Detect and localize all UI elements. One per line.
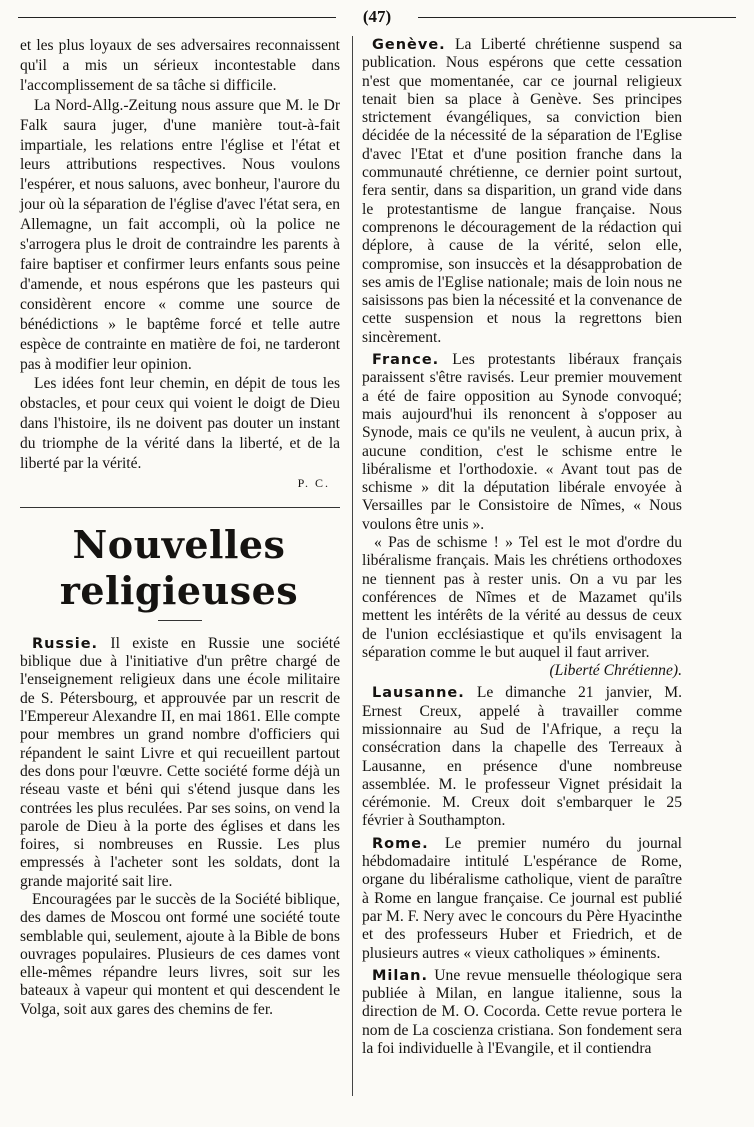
- news-russie: [20, 635, 340, 1019]
- paragraph: et les plus loyaux de ses adversaires reconnaissent qu'il a mis un sérieux incontestable dans l'accomplissement de sa tâche si difficile.: [20, 37, 340, 94]
- place-heading: Lausanne.: [372, 685, 465, 702]
- source-attribution: (Liberté Chrétienne).: [549, 662, 682, 680]
- news-text: Les protestants libéraux français paraissent s'être ravisés. Leur premier mouvement a été de faire opposition au Synode convoqué; mais aujourd'hui ils renoncent à s'opposer au Synode, mais ce qu'ils ne veulent, à aucun prix, à aucune condition, c'est le schisme entre le libéralisme et l'orthodoxie. « Avant tout pas de schisme » dit la députation libérale envoyée à Versailles par le Consistoire de Nîmes, « Nous voulons être unis ».: [362, 351, 682, 533]
- place-heading: France.: [372, 352, 440, 369]
- news-milan: [362, 967, 682, 1058]
- news-text: Une revue mensuelle théologique sera publiée à Milan, en langue italienne, sous la direction de M. O. Cocorda. Cette revue portera le nom de La coscienza cristiana. Son fondement sera la foi individuelle à l'Evangile, et il contiendra: [362, 966, 682, 1058]
- right-column: [362, 36, 682, 1058]
- column-divider: [352, 36, 353, 1096]
- page-number: (47): [362, 7, 392, 26]
- left-column: [20, 36, 340, 1019]
- place-heading: Genève.: [372, 37, 446, 53]
- place-heading: Rome.: [372, 835, 429, 852]
- news-text: Le dimanche 21 janvier, M. Ernest Creux, appelé à travailler comme missionnaire au Sud de l'Afrique, a reçu la consécration dans la chapelle des Terreaux à Lausanne, en présence d'une nombreuse assemblée. M. le professeur Vignet présidait la cérémonie. M. Creux doit s'embarquer le 25 février à Southampton.: [362, 684, 682, 830]
- signature: P. C.: [297, 475, 330, 490]
- section-title: Nouvelles religieuses: [59, 521, 299, 613]
- paragraph: Les idées font leur chemin, en dépit de tous les obstacles, et pour ceux qui voient le doigt de Dieu dans l'histoire, ils ne doivent pas douter un instant du triomphe de la vérité dans la liberté, et de la liberté par la vérité.: [20, 375, 340, 473]
- place-heading: Milan.: [372, 967, 428, 984]
- header-rule-right: [418, 17, 736, 18]
- news-text: Il existe en Russie une société biblique due à l'initiative d'un prêtre chargé de l'enseignement religieux dans une école militaire de S. Pétersbourg, et approuvée par un rescrit de l'Empereur Alexandre II, en mai 1861. Elle compte pour membres un grand nombre d'officiers qui répandent le saint Livre et qui recueillent partout des dons pour l'œuvre. Cette société forme déjà un réseau vaste et béni qui s'étend jusque dans les contrées les plus reculées. Par ses soins, on vend la parole de Dieu à la porte des églises et dans les foires, si nombreuses en Russie. Les plus empressés à l'acheter sont les soldats, dont la grande majorité sait lire.: [20, 634, 340, 890]
- news-text: La Liberté chrétienne suspend sa publication. Nous espérons que cette cessation n'est que momentanée, car ce journal religieux tenait bien sa place à Genève. Ses principes strictement évangéliques, sa conviction bien décidée de la nécessité de la séparation de l'Eglise d'avec l'Etat et d'une position franche dans la communauté chrétienne, ce dernier point surtout, fera sentir, dans sa disparition, un grand vide dans le protestantisme de langue française. Nous comprenons le découragement de la rédaction qui déplore, à cause de la vérité, selon elle, compromise, son insuccès et la désapprobation de ses amis de l'Eglise nationale; mais de loin nous ne saisissons pas bien la nécessité et la convenance de cette suspension et nous la regrettons bien sincèrement.: [362, 36, 683, 346]
- news-text: « Pas de schisme ! » Tel est le mot d'ordre du libéralisme français. Mais les chrétiens orthodoxes ne tiennent pas à rester unis. On a vu par les conférences de Nîmes et de Mazamet qu'ils mettent les intérêts de la vérité au dessus de ceux de l'union ecclésiastique et qu'ils envisagent la séparation comme le but auquel il faut arriver.: [362, 534, 682, 661]
- news-lausanne: [362, 684, 682, 830]
- news-rome: [362, 835, 682, 963]
- news-france: [362, 351, 682, 680]
- paragraph: La Nord-Allg.-Zeitung nous assure que M. le Dr Falk saura juger, d'une manière tout-à-fait impartiale, les relations entre l'église et l'état et leurs attributions respectives. Nous voulons l'espérer, et nous saluons, avec bonheur, l'aurore du jour où la séparation de l'église d'avec l'état sera, en Allemagne, un fait accompli, où la police ne s'arrogera plus le droit de contraindre les parents à faire baptiser et confirmer leurs enfants sous peine d'amende, et nous espérons que les pasteurs qui considèrent encore « comme une source de bénédictions » le baptême forcé et telle autre espèce de contrainte en matière de foi, ne tarderont pas à modifier leur opinion.: [20, 96, 340, 373]
- title-rule: [158, 620, 202, 621]
- signature-line: [20, 474, 340, 494]
- header-rule-left: [18, 17, 336, 18]
- news-text: Le premier numéro du journal hébdomadaire intitulé L'espérance de Rome, organe du libéralisme catholique, vient de paraître à Rome en langue française. Ce journal est publié par M. F. Nery avec le concours du Père Hyacinthe et des professeurs Huber et Friedrich, et de plusieurs autres « vieux catholiques » éminents.: [362, 834, 682, 962]
- news-geneve: [362, 36, 682, 347]
- news-text: Encouragées par le succès de la Société biblique, des dames de Moscou ont formé une société toute semblable qui, seulement, ajoute à la Bible de bons ouvrages populaires. Plusieurs de ces dames vont elle-mêmes répandre leurs livres, soit sur les bateaux à vapeur qui montent et qui descendent le Volga, soit aux gares des chemins de fer.: [20, 891, 340, 1018]
- page-header: [18, 8, 736, 26]
- section-separator: [20, 507, 340, 508]
- article-continuation: [20, 36, 340, 494]
- place-heading: Russie.: [32, 635, 99, 652]
